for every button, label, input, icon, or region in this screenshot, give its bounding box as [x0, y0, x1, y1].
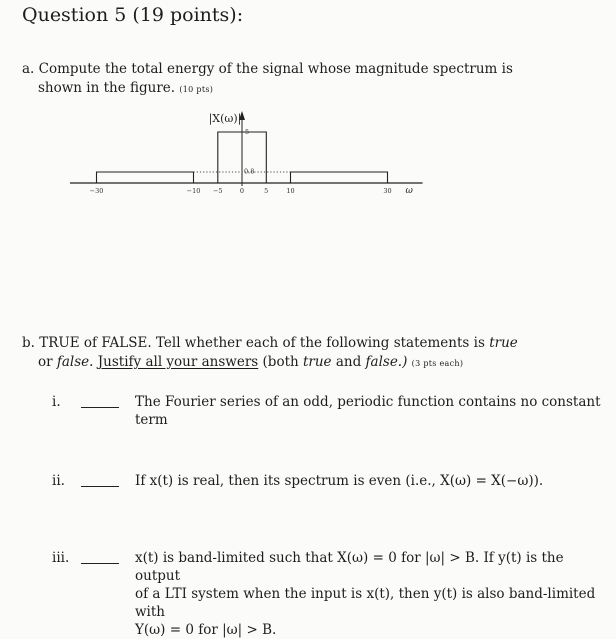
x-tick-label: −10 — [186, 187, 201, 195]
statement-ii — [0, 472, 616, 492]
part-b-line1 — [22, 334, 612, 353]
x-tick-label: 10 — [286, 187, 295, 195]
x-tick-label: −5 — [212, 187, 223, 195]
x-tick-label: 30 — [383, 187, 392, 195]
statement-text-line1: x(t) is band-limited such that X(ω) = 0 for |ω| > B. If y(t) is the output — [135, 550, 564, 584]
part-b-text-line1: TRUE of FALSE. Tell whether each of the following statements is — [39, 335, 485, 351]
x-tick-label: −30 — [89, 187, 104, 195]
statement-roman: i. — [52, 394, 61, 410]
statement-i — [0, 393, 616, 428]
level-high-label: 5 — [245, 128, 250, 136]
part-b-label: b. — [22, 335, 35, 351]
statement-text-line2: of a LTI system when the input is x(t), then y(t) is also band-limited with — [135, 586, 596, 620]
part-b — [22, 334, 612, 373]
part-b-justify: Justify all your answers — [97, 354, 259, 370]
level-low-label: 0.8 — [244, 167, 255, 176]
part-a-text-line1: Compute the total energy of the signal whose magnitude spectrum is — [38, 61, 513, 77]
part-b-true-word-2: true — [302, 354, 332, 370]
statement-text-line3: Y(ω) = 0 for |ω| > B. — [135, 622, 277, 638]
part-a-text-line2: shown in the figure. — [38, 80, 176, 96]
x-axis-label: ω — [405, 186, 413, 196]
statement-text: The Fourier series of an odd, periodic function contains no constant term — [135, 394, 601, 428]
part-b-false-word: false. — [56, 354, 94, 370]
statement-roman: iii. — [52, 550, 70, 566]
x-tick-label: 5 — [264, 187, 269, 195]
statement-iii — [0, 549, 616, 638]
part-a-points: (10 pts) — [179, 85, 214, 94]
part-b-points: (3 pts each) — [411, 359, 464, 368]
spectrum-plot — [70, 111, 423, 196]
answer-blank[interactable] — [81, 563, 119, 564]
statement-text — [135, 549, 611, 639]
statement-roman: ii. — [52, 473, 65, 489]
part-b-false-word-2: false.) — [365, 354, 408, 370]
part-b-true-word: true — [489, 335, 518, 351]
answer-blank[interactable] — [81, 407, 119, 408]
part-a-label: a. — [22, 61, 35, 77]
statement-text: If x(t) is real, then its spectrum is even (i.e., X(ω) = X(−ω)). — [135, 473, 544, 489]
y-axis-label: |X(ω)| — [208, 112, 242, 125]
part-b-or: or — [38, 354, 53, 370]
part-b-both: (both — [262, 354, 299, 370]
part-b-line2 — [22, 353, 612, 373]
question-title: Question 5 (19 points): — [22, 4, 244, 26]
x-tick-label: 0 — [239, 187, 245, 195]
answer-blank[interactable] — [81, 486, 119, 487]
part-b-and: and — [335, 354, 362, 370]
